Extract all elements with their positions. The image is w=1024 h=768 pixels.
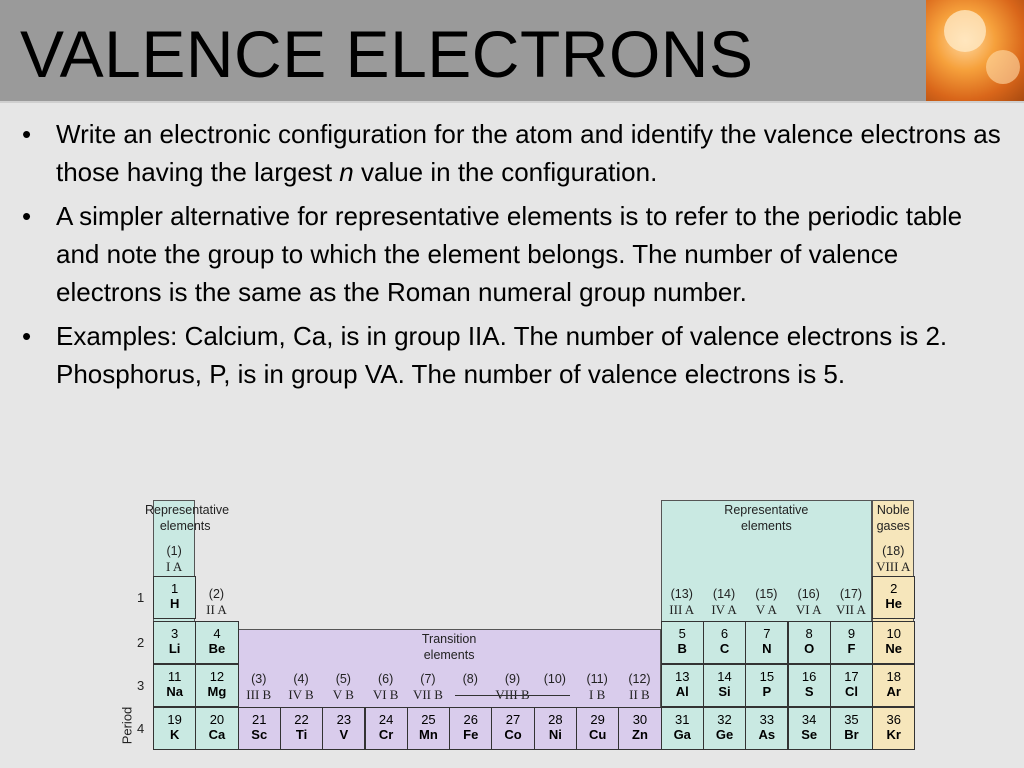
element-cell bbox=[872, 621, 915, 664]
group-number: (8) bbox=[462, 672, 478, 686]
element-cell bbox=[153, 576, 196, 619]
period-number: 1 bbox=[137, 590, 145, 605]
group-roman: VI B bbox=[372, 687, 399, 702]
group-number: (1) bbox=[166, 544, 182, 558]
bullet-item bbox=[22, 115, 1002, 191]
pill-shape bbox=[986, 50, 1020, 84]
element-symbol: B bbox=[677, 641, 687, 656]
atomic-number: 29 bbox=[590, 712, 605, 727]
group-number: (7) bbox=[420, 672, 436, 686]
element-cell bbox=[661, 664, 704, 707]
atomic-number: 25 bbox=[421, 712, 436, 727]
atomic-number: 8 bbox=[805, 626, 813, 641]
atomic-number: 2 bbox=[890, 581, 898, 596]
element-symbol: He bbox=[885, 596, 903, 611]
element-cell bbox=[872, 576, 915, 619]
element-cell bbox=[745, 621, 788, 664]
element-symbol: Ga bbox=[673, 727, 691, 742]
element-symbol: Ge bbox=[715, 727, 734, 742]
group-number: (5) bbox=[335, 672, 351, 686]
element-symbol: Mg bbox=[207, 684, 227, 699]
atomic-number: 7 bbox=[763, 626, 771, 641]
element-symbol: Al bbox=[675, 684, 689, 699]
element-symbol: Li bbox=[168, 641, 181, 656]
element-cell bbox=[238, 707, 281, 750]
element-cell bbox=[407, 707, 450, 750]
group-header bbox=[153, 544, 195, 574]
group-roman: III A bbox=[669, 602, 695, 617]
period-number: 3 bbox=[137, 678, 145, 693]
atomic-number: 30 bbox=[632, 712, 648, 727]
element-cell bbox=[703, 621, 746, 664]
atomic-number: 23 bbox=[336, 712, 352, 727]
bullet-text: Write an electronic configuration for the atom and identify the valence electrons as those having the largest bbox=[56, 119, 1001, 187]
group-roman: II B bbox=[629, 687, 650, 702]
group-header bbox=[491, 672, 533, 702]
atomic-number: 26 bbox=[463, 712, 478, 727]
group-header bbox=[365, 672, 407, 702]
group-number: (3) bbox=[251, 672, 267, 686]
group-number: (6) bbox=[378, 672, 394, 686]
element-symbol: Cu bbox=[588, 727, 607, 742]
group-header bbox=[745, 587, 787, 617]
element-cell bbox=[830, 664, 873, 707]
header-divider bbox=[0, 101, 1024, 103]
element-symbol: Mn bbox=[419, 727, 438, 742]
group-header bbox=[830, 587, 872, 617]
group-header bbox=[238, 672, 280, 702]
group-number: (14) bbox=[712, 587, 736, 601]
element-symbol: Br bbox=[844, 727, 859, 742]
element-cell bbox=[322, 707, 365, 750]
group-roman: II A bbox=[206, 602, 227, 617]
atomic-number: 32 bbox=[717, 712, 732, 727]
periodic-table bbox=[118, 498, 918, 754]
element-cell bbox=[745, 664, 788, 707]
element-symbol: Si bbox=[718, 684, 731, 699]
pills-image bbox=[926, 0, 1024, 101]
group-header bbox=[788, 587, 830, 617]
element-symbol: Ar bbox=[886, 684, 901, 699]
atomic-number: 21 bbox=[252, 712, 267, 727]
element-symbol: Kr bbox=[886, 727, 901, 742]
element-cell bbox=[195, 664, 238, 707]
atomic-number: 4 bbox=[213, 626, 221, 641]
element-cell bbox=[618, 707, 661, 750]
group-number: (2) bbox=[208, 587, 225, 601]
group-header bbox=[280, 672, 322, 702]
element-cell bbox=[703, 707, 746, 750]
group-number: (15) bbox=[755, 587, 778, 601]
atomic-number: 22 bbox=[294, 712, 309, 727]
group-roman: VIII B bbox=[495, 687, 530, 702]
group-number: (10) bbox=[543, 672, 566, 686]
atomic-number: 10 bbox=[886, 626, 901, 641]
atomic-number: 14 bbox=[717, 669, 732, 684]
group-header bbox=[618, 672, 660, 702]
atomic-number: 17 bbox=[844, 669, 859, 684]
element-cell bbox=[153, 707, 196, 750]
element-symbol: O bbox=[804, 641, 815, 656]
group-number: (17) bbox=[839, 587, 863, 601]
group-roman: III B bbox=[246, 687, 272, 702]
group-header bbox=[407, 672, 449, 702]
period-number: 4 bbox=[137, 721, 145, 736]
bullet-text: A simpler alternative for representative elements is to refer to the periodic table and note the group to which the element belongs. The number of valence electrons is the same as the Roman numeral group number. bbox=[56, 201, 963, 307]
bullet-text: n bbox=[339, 157, 354, 187]
element-cell bbox=[830, 621, 873, 664]
group-header bbox=[703, 587, 745, 617]
group-roman: I B bbox=[589, 687, 606, 702]
element-symbol: Cr bbox=[378, 727, 394, 742]
group-roman: V B bbox=[332, 687, 354, 702]
bullet-marker: • bbox=[22, 201, 32, 231]
atomic-number: 31 bbox=[675, 712, 690, 727]
element-cell bbox=[703, 664, 746, 707]
group-number: (11) bbox=[586, 672, 608, 686]
group-roman: VII A bbox=[835, 602, 866, 617]
element-symbol: Co bbox=[504, 727, 522, 742]
atomic-number: 27 bbox=[505, 712, 521, 727]
label-representative-right: Representative elements bbox=[724, 503, 809, 533]
element-symbol: Se bbox=[801, 727, 818, 742]
element-symbol: Ti bbox=[295, 727, 308, 742]
pill-shape bbox=[944, 10, 986, 52]
group-header bbox=[449, 672, 491, 687]
element-symbol: F bbox=[847, 641, 856, 656]
bullet-text: value in the configuration. bbox=[353, 157, 658, 187]
label-transition: Transition elements bbox=[421, 632, 477, 662]
atomic-number: 15 bbox=[759, 669, 775, 684]
element-cell bbox=[491, 707, 534, 750]
element-cell bbox=[195, 621, 238, 664]
atomic-number: 18 bbox=[886, 669, 901, 684]
group-roman: VIII A bbox=[876, 559, 911, 574]
group-number: (18) bbox=[882, 544, 905, 558]
element-cell bbox=[449, 707, 492, 750]
element-symbol: As bbox=[758, 727, 776, 742]
group-number: (12) bbox=[628, 672, 651, 686]
element-symbol: Zn bbox=[632, 727, 648, 742]
element-cell bbox=[830, 707, 873, 750]
group-roman: IV B bbox=[288, 687, 314, 702]
element-symbol: Be bbox=[208, 641, 226, 656]
atomic-number: 9 bbox=[847, 626, 856, 641]
element-symbol: Na bbox=[166, 684, 183, 699]
group-header bbox=[195, 587, 237, 617]
group-roman: I A bbox=[166, 559, 183, 574]
element-symbol: S bbox=[804, 684, 814, 699]
atomic-number: 19 bbox=[167, 712, 182, 727]
atomic-number: 33 bbox=[759, 712, 775, 727]
element-symbol: Ni bbox=[548, 727, 562, 742]
group-roman: VII B bbox=[412, 687, 443, 702]
element-cell bbox=[872, 707, 915, 750]
element-symbol: K bbox=[169, 727, 180, 742]
element-cell bbox=[153, 664, 196, 707]
atomic-number: 28 bbox=[548, 712, 563, 727]
atomic-number: 5 bbox=[678, 626, 686, 641]
atomic-number: 13 bbox=[675, 669, 690, 684]
element-symbol: P bbox=[762, 684, 772, 699]
bullet-marker: • bbox=[22, 119, 32, 149]
label-noble-gases: Noble gases bbox=[876, 503, 910, 533]
atomic-number: 35 bbox=[844, 712, 859, 727]
group-number: (9) bbox=[504, 672, 521, 686]
atomic-number: 11 bbox=[167, 669, 182, 684]
element-cell bbox=[788, 707, 831, 750]
atomic-number: 36 bbox=[886, 712, 901, 727]
element-cell bbox=[661, 621, 704, 664]
group-header bbox=[872, 544, 914, 574]
element-symbol: V bbox=[339, 727, 349, 742]
element-symbol: C bbox=[719, 641, 730, 656]
title-bar bbox=[0, 0, 1024, 101]
element-cell bbox=[788, 664, 831, 707]
atomic-number: 1 bbox=[171, 581, 179, 596]
bullet-item bbox=[22, 197, 1002, 311]
atomic-number: 34 bbox=[801, 712, 817, 727]
group-roman: V A bbox=[755, 602, 777, 617]
bullet-marker: • bbox=[22, 321, 32, 351]
group-number: (13) bbox=[670, 587, 693, 601]
element-symbol: Fe bbox=[463, 727, 479, 742]
element-symbol: Ne bbox=[885, 641, 903, 656]
atomic-number: 12 bbox=[209, 669, 225, 684]
element-cell bbox=[280, 707, 323, 750]
element-cell bbox=[745, 707, 788, 750]
element-cell bbox=[195, 707, 238, 750]
label-representative-left: Representative elements bbox=[145, 503, 230, 533]
atomic-number: 24 bbox=[378, 712, 394, 727]
bullet-text: Examples: Calcium, Ca, is in group IIA. The number of valence electrons is 2. Phosphorus, P, is in group VA. The number of valence electrons is 5. bbox=[56, 321, 948, 389]
atomic-number: 20 bbox=[209, 712, 225, 727]
atomic-number: 3 bbox=[171, 626, 179, 641]
group-number: (4) bbox=[293, 672, 309, 686]
element-cell bbox=[576, 707, 619, 750]
element-cell bbox=[872, 664, 915, 707]
group-roman: IV A bbox=[711, 602, 737, 617]
element-cell bbox=[365, 707, 408, 750]
element-symbol: H bbox=[169, 596, 180, 611]
element-symbol: Sc bbox=[251, 727, 268, 742]
element-symbol: N bbox=[762, 641, 772, 656]
period-number: 2 bbox=[137, 635, 145, 650]
group-header bbox=[576, 672, 618, 702]
period-axis-label: Period bbox=[119, 706, 135, 745]
element-cell bbox=[788, 621, 831, 664]
group-roman: VI A bbox=[795, 602, 822, 617]
bullet-list bbox=[22, 115, 1002, 399]
element-cell bbox=[661, 707, 704, 750]
atomic-number: 16 bbox=[801, 669, 817, 684]
atomic-number: 6 bbox=[720, 626, 729, 641]
group-header bbox=[322, 672, 364, 702]
group-number: (16) bbox=[797, 587, 820, 601]
viii-b-bracket bbox=[455, 695, 570, 696]
element-cell bbox=[534, 707, 577, 750]
element-cell bbox=[153, 621, 196, 664]
element-symbol: Ca bbox=[208, 727, 226, 742]
group-header bbox=[534, 672, 576, 687]
group-header bbox=[661, 587, 703, 617]
bullet-item bbox=[22, 317, 1002, 393]
slide-title: VALENCE ELECTRONS bbox=[20, 17, 754, 91]
element-symbol: Cl bbox=[844, 684, 858, 699]
